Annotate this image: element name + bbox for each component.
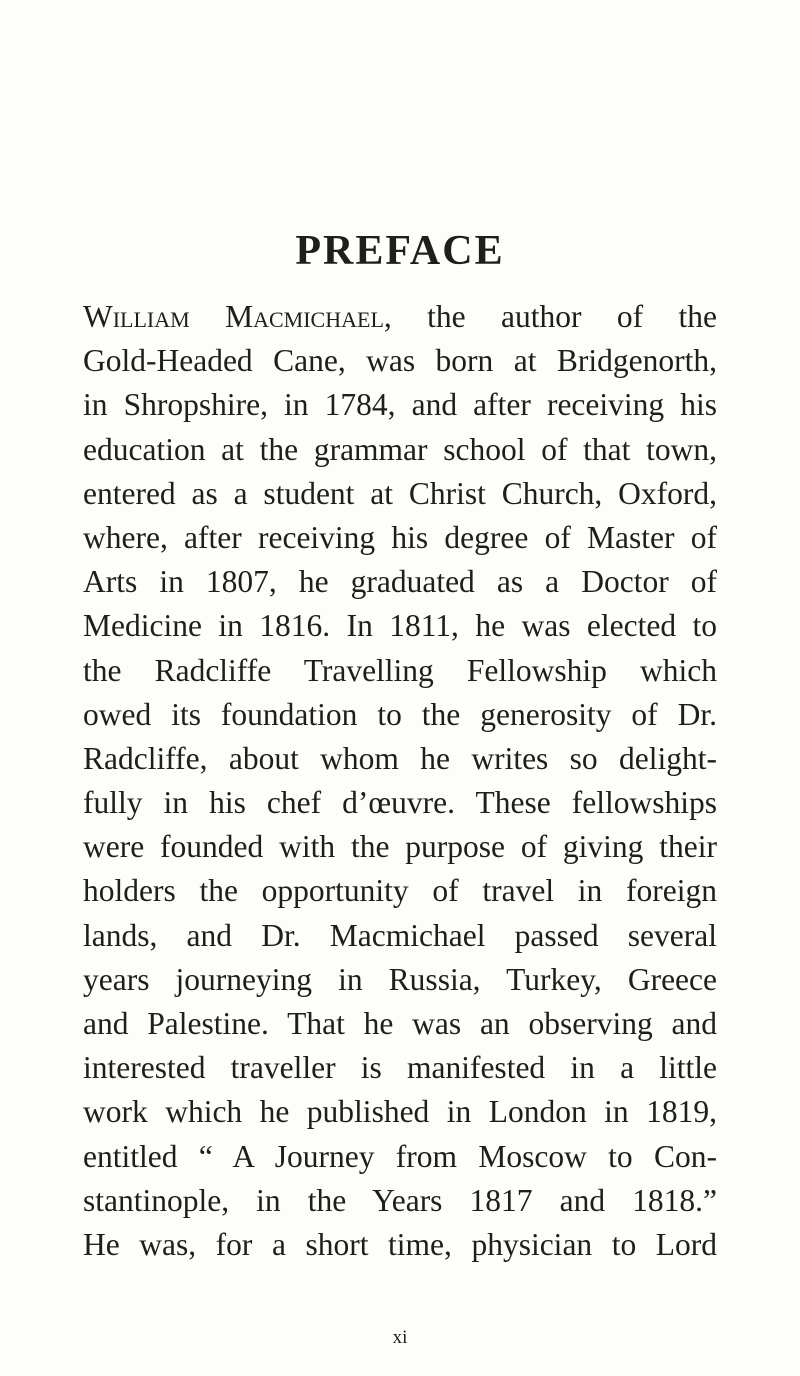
text-line-20: entitled “ A Journey from Moscow to Con-: [83, 1138, 717, 1174]
text-line-10: owed its foundation to the generosity of Dr.: [83, 696, 717, 732]
text-line-13: were founded with the purpose of giving their: [83, 829, 717, 865]
author-name: William Macmichael: [83, 299, 384, 334]
preface-paragraph: [83, 295, 717, 1267]
text-line-9: the Radcliffe Travelling Fellowship which: [83, 652, 717, 688]
text-line-16: years journeying in Russia, Turkey, Greece: [83, 961, 717, 997]
text-line-2: Gold-Headed Cane, was born at Bridgenorth,: [83, 343, 717, 379]
text-line-14: holders the opportunity of travel in foreign: [83, 873, 717, 909]
page-title: PREFACE: [295, 228, 505, 274]
text-line-12: fully in his chef d’œuvre. These fellowships: [83, 785, 717, 821]
text-line-1: [83, 295, 717, 339]
page-number: xi: [392, 1327, 408, 1348]
text-line-21: stantinople, in the Years 1817 and 1818.”: [83, 1182, 717, 1218]
text-line-18: interested traveller is manifested in a little: [83, 1050, 717, 1086]
text-line-19: work which he published in London in 1819,: [83, 1094, 717, 1130]
text-line-4: education at the grammar school of that town,: [83, 431, 717, 467]
text-line-15: lands, and Dr. Macmichael passed several: [83, 917, 717, 953]
text-line-22: He was, for a short time, physician to Lord: [83, 1226, 717, 1262]
text-line-1-rest: , the author of the: [383, 299, 717, 334]
text-line-3: in Shropshire, in 1784, and after receiving his: [83, 387, 717, 423]
text-line-11: Radcliffe, about whom he writes so delight-: [83, 740, 717, 776]
text-line-17: and Palestine. That he was an observing and: [83, 1006, 717, 1041]
text-line-6: where, after receiving his degree of Master of: [83, 519, 717, 555]
text-line-8: Medicine in 1816. In 1811, he was elected to: [83, 608, 717, 644]
text-line-5: entered as a student at Christ Church, Oxford,: [83, 475, 717, 511]
text-line-7: Arts in 1807, he graduated as a Doctor of: [83, 564, 717, 600]
